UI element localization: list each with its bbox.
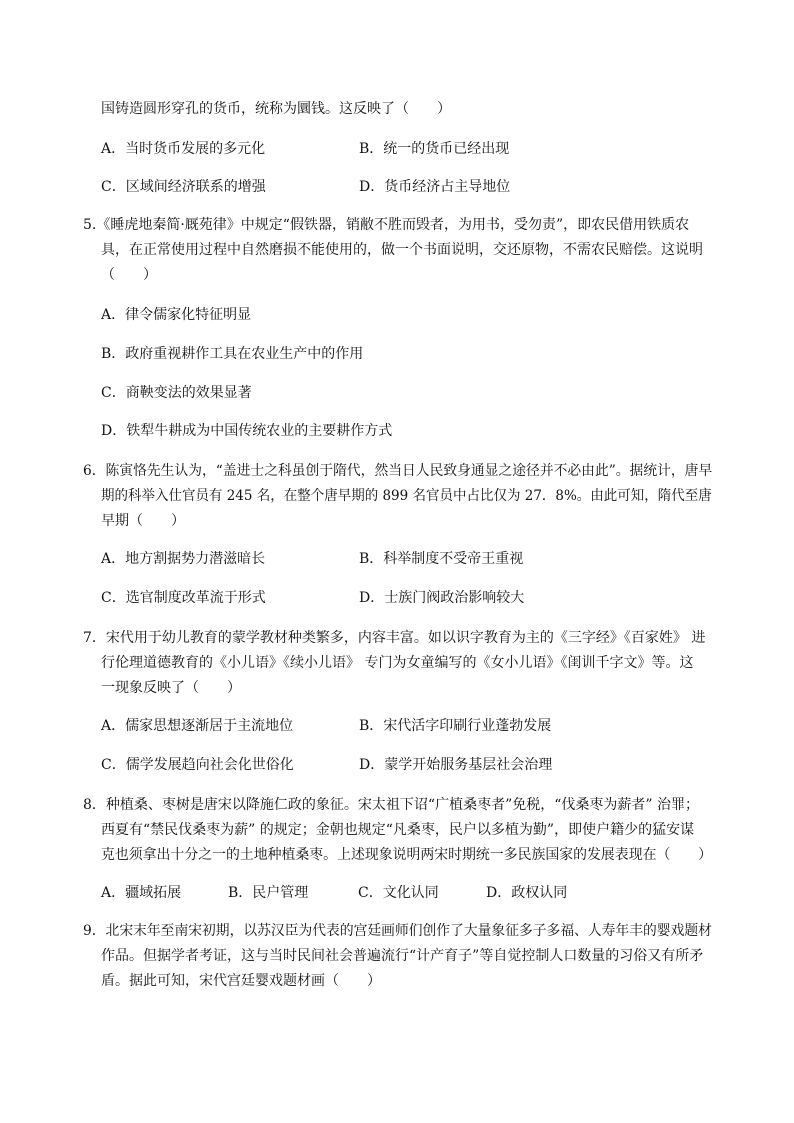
q5-option-c: C．商鞅变法的效果显著: [101, 385, 252, 401]
q5-stem-line-2: 具，在正常使用过程中自然磨损不能使用的，做一个书面说明，交还原物，不需农民赔偿。这说明: [101, 242, 703, 258]
q4-stem-line: 国铸造圆形穿孔的货币，统称为圜钱。这反映了（ ）: [101, 101, 451, 117]
q9-stem-line-2: 作品。但据学者考证，这与当时民间社会普遍流行“计产育子”等自觉控制人口数量的习俗又有所矛: [101, 948, 704, 964]
q8-option-d: D．政权认同: [486, 885, 568, 901]
q6-option-a: A．地方割据势力潜滋暗长: [101, 551, 266, 567]
q4-option-a: A．当时货币发展的多元化: [101, 141, 266, 157]
q7-option-b: B．宋代活字印刷行业蓬勃发展: [359, 718, 552, 734]
q8-option-a: A．疆域拓展: [101, 885, 182, 901]
q9-stem-line-1: 9．北宋末年至南宋初期，以苏汉臣为代表的宫廷画师们创作了大量象征多子多福、人寿年丰的婴戏题材: [83, 923, 712, 939]
q5-option-a: A．律令儒家化特征明显: [101, 307, 252, 323]
q4-option-d: D．货币经济占主导地位: [359, 179, 511, 195]
q6-stem-line-2: 期的科举入仕官员有 245 名，在整个唐早期的 899 名官员中占比仅为 27．8%。由此可知，隋代至唐: [101, 488, 712, 504]
q9-stem-line-3: 盾。据此可知，宋代宫廷婴戏题材画（ ）: [101, 973, 381, 989]
q6-stem-line-3: 早期（ ）: [101, 513, 185, 529]
q8-stem-line-3: 克也须拿出十分之一的土地种植桑枣。上述现象说明两宋时期统一多民族国家的发展表现在（ ）: [101, 847, 713, 863]
q8-option-c: C．文化认同: [358, 885, 439, 901]
q6-option-b: B．科举制度不受帝王重视: [359, 551, 524, 567]
q5-stem-line-1: 5.《睡虎地秦简·厩苑律》中规定“假铁器，销敝不胜而毁者，为用书，受勿责”，即农民借用铁质农: [83, 217, 690, 233]
q6-option-d: D．士族门阀政治影响较大: [359, 590, 525, 606]
q4-option-b: B．统一的货币已经出现: [359, 141, 510, 157]
q7-stem-line-1: 7．宋代用于幼儿教育的蒙学教材种类繁多，内容丰富。如以识字教育为主的《三字经》《百家姓》 进: [83, 630, 706, 646]
q7-option-d: D．蒙学开始服务基层社会治理: [359, 757, 553, 773]
q8-stem-line-1: 8．种植桑、枣树是唐宋以降施仁政的象征。宋太祖下诏“广植桑枣者”免税，“伐桑枣为薪者” 治罪；: [83, 797, 699, 813]
q8-stem-line-2: 西夏有“禁民伐桑枣为薪” 的规定；金朝也规定“凡桑枣，民户以多植为勤”，即使户籍少的猛安谋: [101, 822, 695, 838]
q7-option-a: A．儒家思想逐渐居于主流地位: [101, 718, 294, 734]
q5-stem-line-3: （ ）: [101, 267, 157, 283]
q8-option-b: B．民户管理: [228, 885, 309, 901]
q4-option-c: C．区域间经济联系的增强: [101, 179, 266, 195]
q6-option-c: C．选官制度改革流于形式: [101, 590, 266, 606]
q7-option-c: C．儒学发展趋向社会化世俗化: [101, 757, 294, 773]
q7-stem-line-2: 行伦理道德教育的《小儿语》《续小儿语》 专门为女童编写的《女小儿语》《闺训千字文》等。这: [101, 655, 694, 671]
q5-option-d: D．铁犁牛耕成为中国传统农业的主要耕作方式: [101, 423, 393, 439]
q5-option-b: B．政府重视耕作工具在农业生产中的作用: [101, 346, 364, 362]
q7-stem-line-3: 一现象反映了（ ）: [101, 680, 241, 696]
q6-stem-line-1: 6．陈寅恪先生认为，“盖进士之科虽创于隋代，然当日人民致身通显之途径并不必由此”。据统计，唐早: [83, 463, 713, 479]
